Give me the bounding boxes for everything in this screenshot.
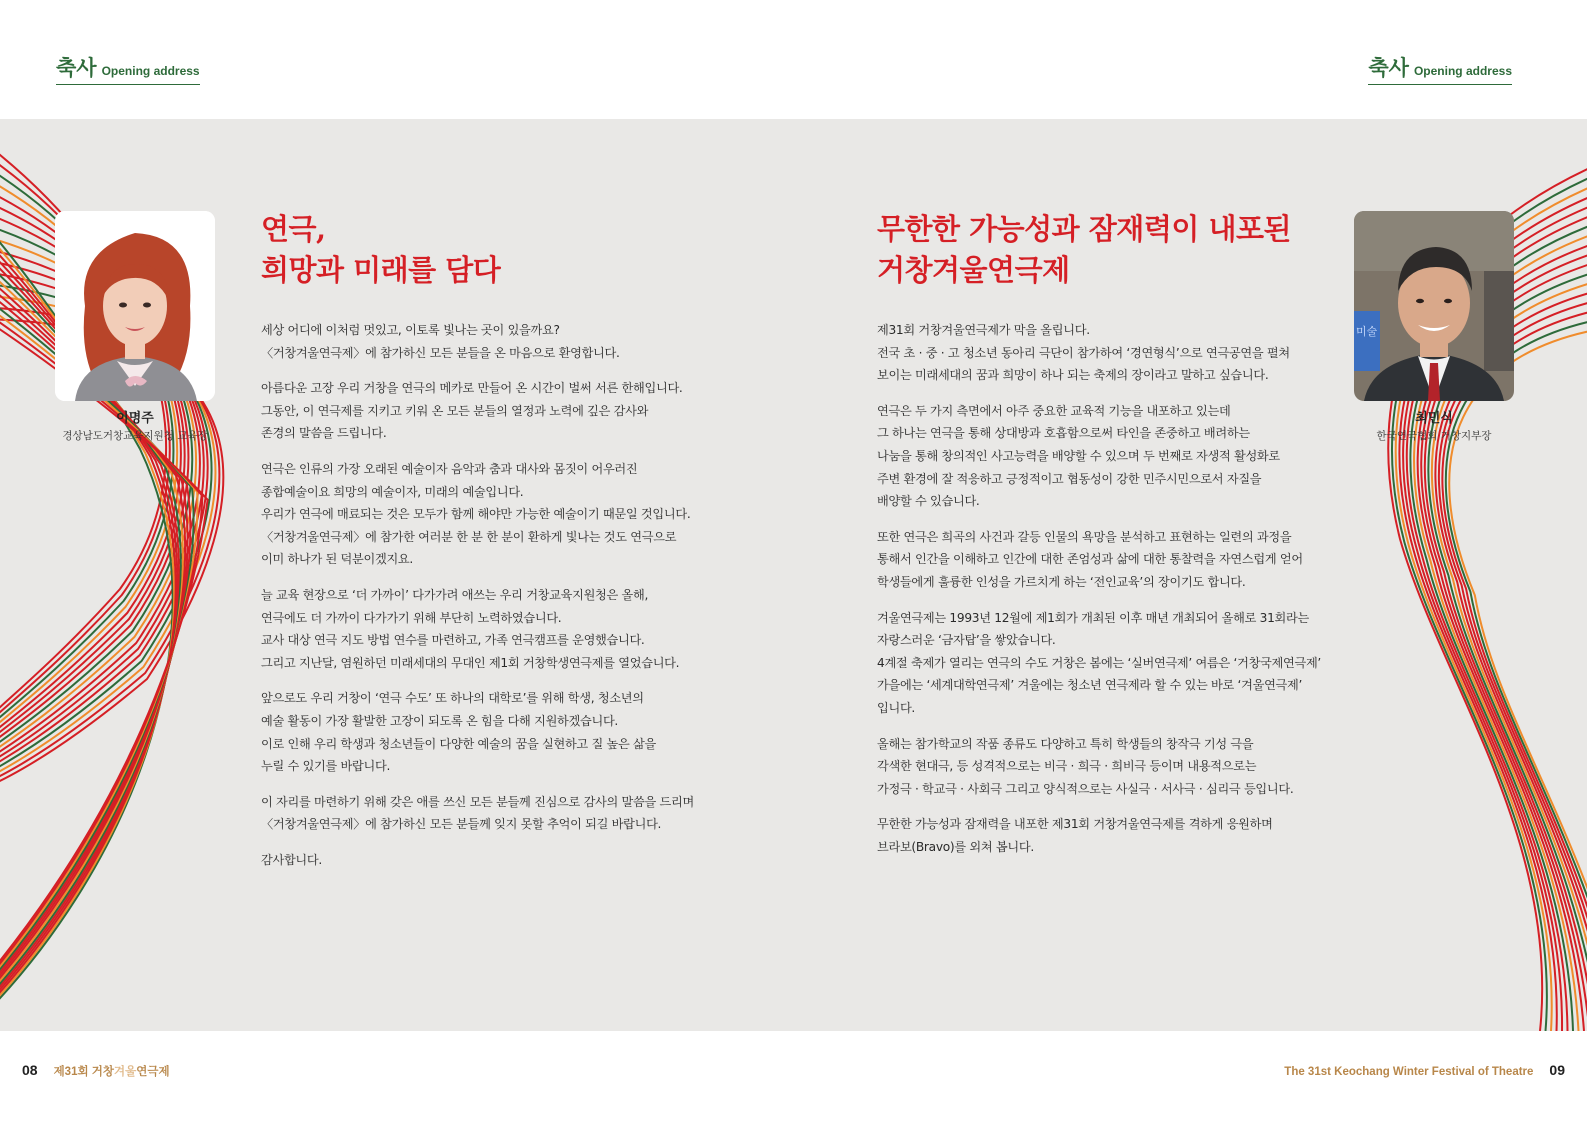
person-name-left: 이명주 — [116, 411, 154, 426]
content-band — [0, 119, 1587, 1031]
section-tag-left — [56, 52, 200, 85]
paragraph: 제31회 거창겨울연극제가 막을 올립니다. 전국 초 · 중 · 고 청소년 동아리 극단이 참가하여 ‘경연형식’으로 연극공연을 펼쳐 보이는 미래세대의 꿈과 희망이 하나 되는 축제의 장이라고 말하고 싶습니다. — [877, 323, 1290, 383]
headline-right — [877, 209, 1291, 291]
footer-title-part: 연극제 — [136, 1066, 170, 1078]
footer-title-part: 겨울 — [114, 1066, 137, 1078]
section-tag-english: Opening address — [1413, 64, 1512, 78]
footer-right — [1284, 1062, 1565, 1078]
paragraph: 앞으로도 우리 거창이 ‘연극 수도’ 또 하나의 대학로’를 위해 학생, 청소년의 예술 활동이 가장 활발한 고장이 되도록 온 힘을 다해 지원하겠습니다. 이로 인해 우리 학생과 청소년들이 다양한 예술의 꿈을 실현하고 질 높은 삶을 누릴 수 있기를 바랍니다. — [261, 691, 656, 774]
article-left — [261, 319, 731, 884]
page-number-right: 09 — [1549, 1062, 1565, 1078]
section-tag-right — [1368, 52, 1512, 85]
headline-line: 거창겨울연극제 — [877, 253, 1070, 287]
festival-title-footer — [54, 1063, 170, 1079]
paragraph: 감사합니다. — [261, 852, 322, 867]
paragraph: 올해는 참가학교의 작품 종류도 다양하고 특히 학생들의 창작극 기성 극을 각색한 현대극, 등 성격적으로는 비극 · 희극 · 희비극 등이며 내용적으로는 가정극 · 학교극 · 사회극 그리고 양식적으로는 사실극 · 서사극 · 심리극 등입니다. — [877, 736, 1294, 796]
paragraph: 무한한 가능성과 잠재력을 내포한 제31회 거창겨울연극제를 격하게 응원하며 브라보(Bravo)를 외쳐 봅니다. — [877, 817, 1273, 854]
headline-line: 연극, — [261, 212, 326, 246]
article-right — [877, 319, 1332, 871]
paragraph: 아름다운 고장 우리 거창을 연극의 메카로 만들어 온 시간이 벌써 서른 한해입니다. 그동안, 이 연극제를 지키고 키워 온 모든 분들의 열정과 노력에 깊은 감사와 존경의 말씀을 드립니다. — [261, 381, 683, 441]
footer-left — [22, 1062, 170, 1079]
footer-title-part: 제31회 거창 — [53, 1066, 115, 1078]
profile-left — [55, 211, 215, 443]
paragraph: 겨울연극제는 1993년 12월에 제1회가 개최된 이후 매년 개최되어 올해로 31회라는 자랑스러운 ‘금자탑’을 쌓았습니다. 4계절 축제가 열리는 연극의 수도 거창은 봄에는 ‘실버연극제’ 여름은 ‘거창국제연극제’ 가을에는 ‘세계대학연극제’ 겨울에는 청소년 연극제라 할 수 있는 바로 ‘겨울연극제’ 입니다. — [877, 610, 1322, 715]
section-tag-korean: 축사 — [56, 56, 97, 80]
person-name-right: 최민식 — [1415, 411, 1453, 426]
portrait-photo-right — [1354, 211, 1514, 401]
paragraph: 이 자리를 마련하기 위해 갖은 애를 쓰신 모든 분들께 진심으로 감사의 말씀을 드리며 〈거창겨울연극제〉에 참가하신 모든 분들께 잊지 못할 추억이 되길 바랍니다. — [261, 794, 694, 832]
paragraph: 세상 어디에 이처럼 멋있고, 이토록 빛나는 곳이 있을까요? 〈거창겨울연극제〉에 참가하신 모든 분들을 온 마음으로 환영합니다. — [261, 323, 620, 360]
headline-left — [261, 209, 500, 291]
festival-title-english: The 31st Keochang Winter Festival of Theatre — [1284, 1066, 1534, 1078]
headline-line: 무한한 가능성과 잠재력이 내포된 — [877, 212, 1291, 246]
person-role-right: 한국연극협회 거창지부장 — [1376, 430, 1492, 442]
person-role-left: 경상남도거창교육지원청 교육장 — [62, 430, 208, 442]
portrait-photo-left — [55, 211, 215, 401]
page-number-left: 08 — [22, 1062, 38, 1078]
woman-portrait-icon — [55, 211, 215, 401]
section-tag-english: Opening address — [101, 64, 200, 78]
paragraph: 연극은 두 가지 측면에서 아주 중요한 교육적 기능을 내포하고 있는데 그 하나는 연극을 통해 상대방과 호흡함으로써 타인을 존중하고 배려하는 나눔을 통해 창의적인 사고능력을 배양할 수 있으며 두 번째로 자생적 활성화로 주변 환경에 잘 적응하고 긍정적이고 협동성이 강한 민주시민으로서 자질을 배양할 수 있습니다. — [877, 403, 1280, 509]
paragraph: 또한 연극은 희곡의 사건과 갈등 인물의 욕망을 분석하고 표현하는 일련의 과정을 통해서 인간을 이해하고 인간에 대한 존엄성과 삶에 대한 통찰력을 자연스럽게 얻어 학생들에게 훌륭한 인성을 가르치게 하는 ‘전인교육’의 장이기도 합니다. — [877, 529, 1303, 589]
paragraph: 늘 교육 현장으로 ‘더 가까이’ 다가가려 애쓰는 우리 거창교육지원청은 올해, 연극에도 더 가까이 다가가기 위해 부단히 노력하였습니다. 교사 대상 연극 지도 방법 연수를 마련하고, 가족 연극캠프를 운영했습니다. 그리고 지난달, 염원하던 미래세대의 무대인 제1회 거창학생연극제를 열었습니다. — [261, 587, 680, 670]
section-tag-korean: 축사 — [1368, 56, 1409, 80]
paragraph: 연극은 인류의 가장 오래된 예술이자 음악과 춤과 대사와 몸짓이 어우러진 종합예술이요 희망의 예술이자, 미래의 예술입니다. 우리가 연극에 매료되는 것은 모두가 함께 해야만 가능한 예술이기 때문일 것입니다. 〈거창겨울연극제〉에 참가한 여러분 한 분 한 분이 환하게 빛나는 것도 연극으로 이미 하나가 된 덕분이겠지요. — [261, 461, 691, 567]
decorative-wave-lines — [0, 119, 1587, 1031]
headline-line: 희망과 미래를 담다 — [261, 253, 501, 287]
man-portrait-icon — [1354, 211, 1514, 401]
photo-sign-text: 미술 — [1356, 325, 1378, 338]
profile-right — [1354, 211, 1514, 443]
